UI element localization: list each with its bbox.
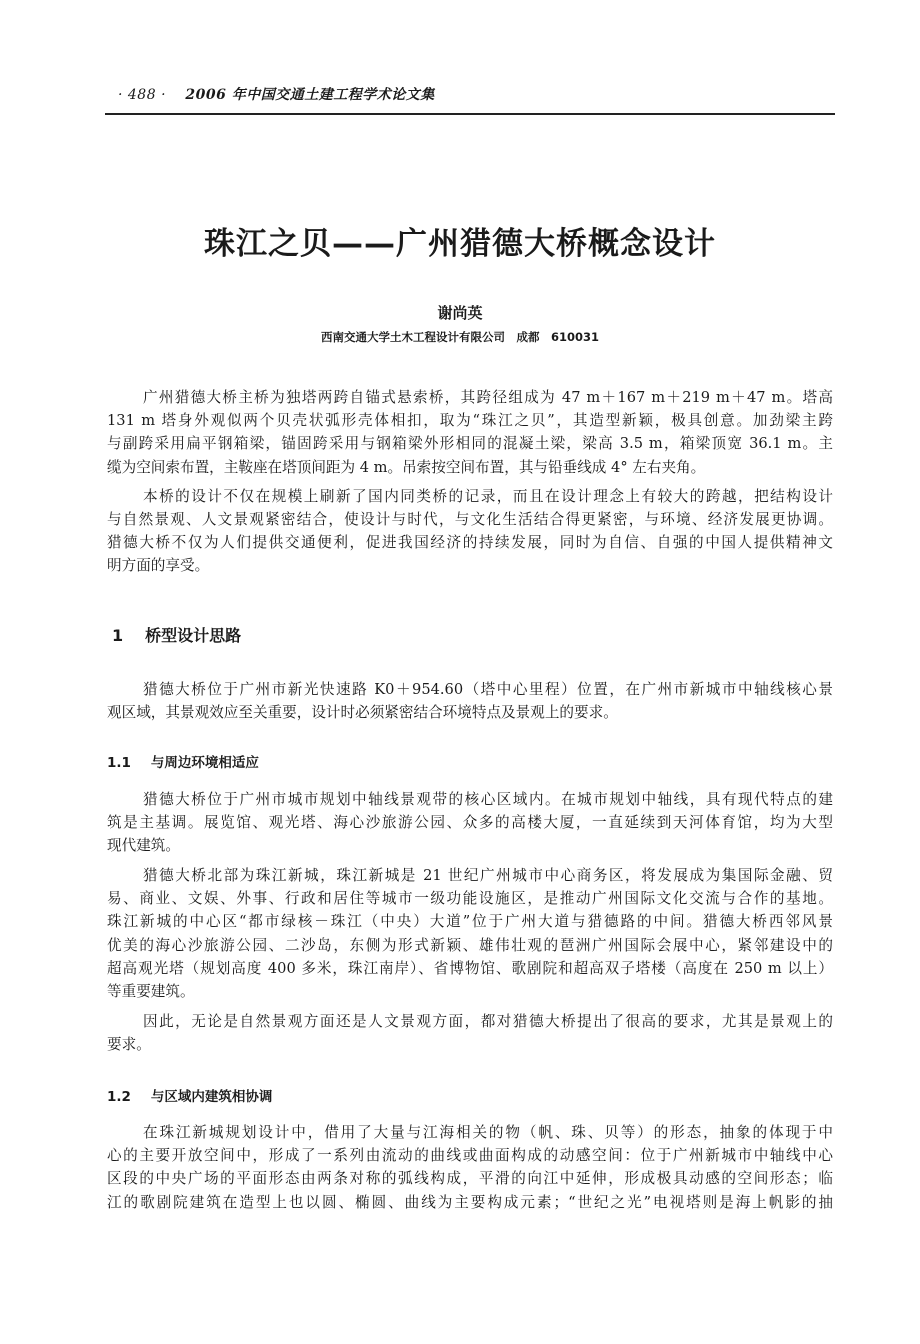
text-line: 猎德大桥位于广州市新光快速路 K0＋954.60（塔中心里程）位置，在广州市新城市中轴线核心景 <box>143 681 833 698</box>
text-line: 缆为空间索布置，主鞍座在塔顶间距为 4 m。吊索按空间布置，其与铅垂线成 4° 左右夹角。 <box>107 458 706 476</box>
text-line: 现代建筑。 <box>107 837 180 855</box>
section-title: 与区域内建筑相协调 <box>150 1089 273 1105</box>
text-line: 本桥的设计不仅在规模上刷新了国内同类桥的记录，而且在设计理念上有较大的跨越，把结构设计 <box>143 487 833 505</box>
author: 谢尚英 <box>437 304 483 322</box>
paragraph <box>107 485 833 578</box>
text-line: 超高观光塔（规划高度 400 多米，珠江南岸）、省博物馆、歌剧院和超高双子塔楼（高度在 250 m 以上） <box>107 959 833 977</box>
paragraph <box>107 1010 833 1056</box>
text-line: 猎德大桥不仅为人们提供交通便利，促进我国经济的持续发展，同时为自信、自强的中国人提供精神文 <box>107 534 833 552</box>
text-line: 明方面的享受。 <box>107 557 210 575</box>
paragraph <box>107 1121 833 1214</box>
text-line: 心的主要开放空间中，形成了一系列由流动的曲线或曲面构成的动感空间：位于广州新城市中轴线中心 <box>107 1147 833 1165</box>
paragraph <box>107 678 833 724</box>
header-rule <box>105 113 835 115</box>
paper-title: 珠江之贝——广州猎德大桥概念设计 <box>204 226 716 262</box>
text-line: 在珠江新城规划设计中，借用了大量与江海相关的物（帆、珠、贝等）的形态，抽象的体现于中 <box>143 1124 833 1141</box>
running-head <box>118 84 435 104</box>
text-line: 猎德大桥北部为珠江新城，珠江新城是 21 世纪广州城市中心商务区，将发展成为集国际金融、贸 <box>143 867 833 885</box>
section-heading-1 <box>112 623 241 646</box>
section-1-2-body <box>107 1121 833 1214</box>
proceedings-title: 2006 年中国交通土建工程学术论文集 <box>185 87 435 103</box>
affiliation: 西南交通大学土木工程设计有限公司 成都 610031 <box>320 330 599 344</box>
text-line: 广州猎德大桥主桥为独塔两跨自锚式悬索桥，其跨径组成为 47 m＋167 m＋219 m＋47 m。塔高 <box>143 389 833 406</box>
text-line: 与副跨采用扁平钢箱梁，锚固跨采用与钢箱梁外形相同的混凝土梁，梁高 3.5 m，箱梁顶宽 36.1 m。主 <box>107 435 833 453</box>
text-line: 江的歌剧院建筑在造型上也以圆、椭圆、曲线为主要构成元素；“世纪之光”电视塔则是海上帆影的抽 <box>107 1193 833 1211</box>
section-number: 1.1 <box>107 755 131 771</box>
text-line: 与自然景观、人文景观紧密结合，使设计与时代，与文化生活结合得更紧密，与环境、经济发展更协调。 <box>107 510 833 528</box>
section-heading-1-1 <box>107 751 259 771</box>
section-number: 1.2 <box>107 1089 131 1105</box>
page-number: · 488 · <box>118 87 167 103</box>
text-line: 筑是主基调。展览馆、观光塔、海心沙旅游公园、众多的高楼大厦，一直延续到天河体育馆，均为大型 <box>107 814 833 832</box>
section-1-1-body <box>107 788 833 1056</box>
section-title: 与周边环境相适应 <box>150 755 259 771</box>
paragraph <box>107 788 833 858</box>
paragraph <box>107 386 833 479</box>
text-line: 珠江新城的中心区“都市绿核－珠江（中央）大道”位于广州大道与猎德路的中间。猎德大桥西邻风景 <box>107 913 833 931</box>
text-line: 易、商业、文娱、外事、行政和居住等城市一级功能设施区，是推动广州国际文化交流与合作的基地。 <box>107 890 833 908</box>
section-heading-1-2 <box>107 1085 272 1105</box>
section-number: 1 <box>112 626 124 645</box>
text-line: 因此，无论是自然景观方面还是人文景观方面，都对猎德大桥提出了很高的要求，尤其是景观上的 <box>143 1012 833 1030</box>
abstract <box>107 386 833 578</box>
text-line: 131 m 塔身外观似两个贝壳状弧形壳体相扣，取为“珠江之贝”，其造型新颖，极具创意。加劲梁主跨 <box>107 412 833 430</box>
section-1-body <box>107 678 833 724</box>
text-line: 等重要建筑。 <box>107 983 195 1000</box>
section-title: 桥型设计思路 <box>145 626 242 645</box>
paragraph <box>107 864 833 1003</box>
text-line: 猎德大桥位于广州市城市规划中轴线景观带的核心区域内。在城市规划中轴线，具有现代特点的建 <box>143 791 833 808</box>
text-line: 区段的中央广场的平面形态由两条对称的弧线构成，平滑的向江中延伸，形成极具动感的空间形态；临 <box>107 1170 833 1188</box>
text-line: 优美的海心沙旅游公园、二沙岛，东侧为形式新颖、雄伟壮观的琶洲广州国际会展中心，紧邻建设中的 <box>107 936 833 954</box>
text-line: 要求。 <box>107 1035 151 1053</box>
text-line: 观区域，其景观效应至关重要，设计时必须紧密结合环境特点及景观上的要求。 <box>107 704 618 722</box>
